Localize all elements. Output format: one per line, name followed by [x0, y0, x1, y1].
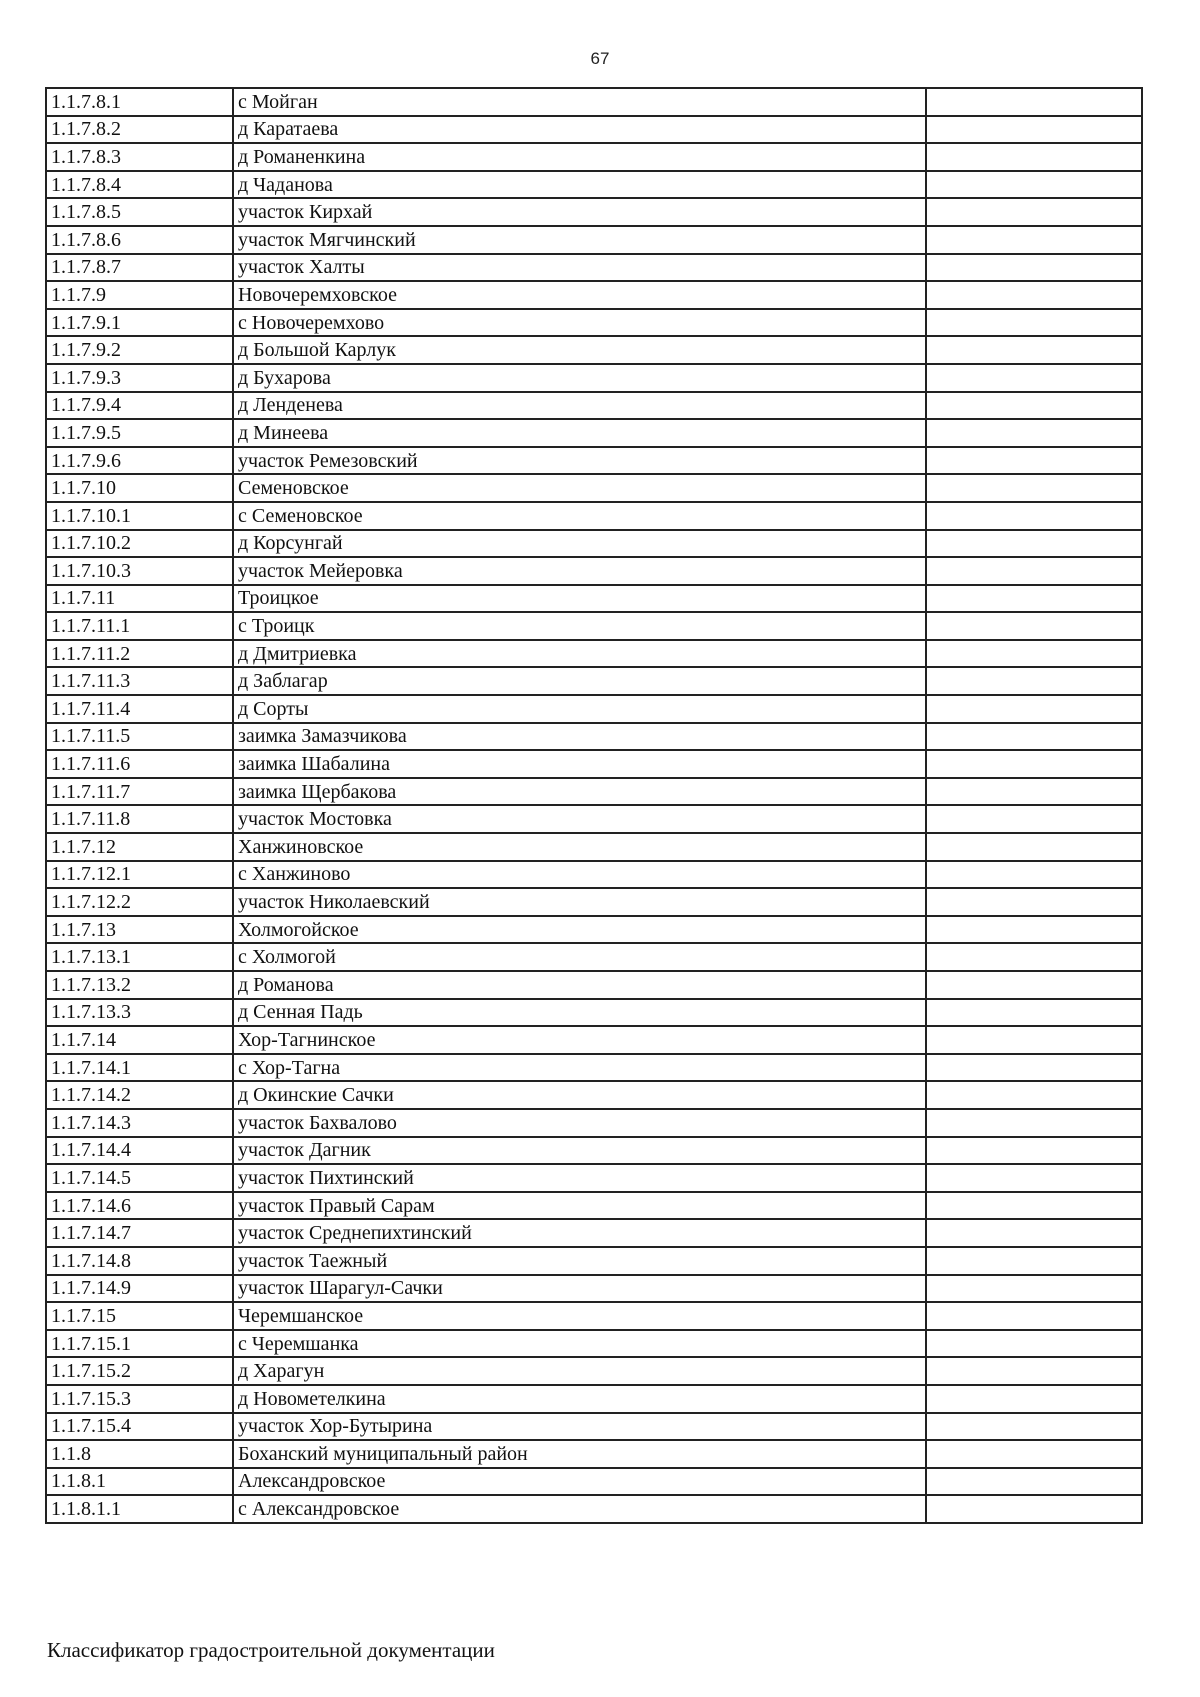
code-cell: 1.1.7.14.8	[46, 1247, 233, 1275]
code-cell: 1.1.7.14	[46, 1026, 233, 1054]
table-row	[46, 1275, 1142, 1303]
code-cell: 1.1.7.15	[46, 1302, 233, 1330]
extra-cell	[926, 502, 1142, 530]
code-cell: 1.1.7.10.3	[46, 557, 233, 585]
code-cell: 1.1.7.13.3	[46, 999, 233, 1027]
table-row	[46, 585, 1142, 613]
extra-cell	[926, 1468, 1142, 1496]
extra-cell	[926, 833, 1142, 861]
code-cell: 1.1.7.10.2	[46, 530, 233, 558]
table-row	[46, 833, 1142, 861]
table-row	[46, 778, 1142, 806]
table-row	[46, 557, 1142, 585]
code-cell: 1.1.7.8.5	[46, 198, 233, 226]
table-row	[46, 916, 1142, 944]
extra-cell	[926, 392, 1142, 420]
extra-cell	[926, 474, 1142, 502]
table-row	[46, 419, 1142, 447]
name-cell: участок Шарагул-Сачки	[233, 1275, 926, 1303]
code-cell: 1.1.7.8.1	[46, 88, 233, 116]
table-row	[46, 1247, 1142, 1275]
extra-cell	[926, 364, 1142, 392]
page-footer: Классификатор градостроительной документации	[47, 1638, 495, 1662]
name-cell: д Сенная Падь	[233, 999, 926, 1027]
extra-cell	[926, 1026, 1142, 1054]
extra-cell	[926, 1137, 1142, 1165]
code-cell: 1.1.7.8.3	[46, 143, 233, 171]
extra-cell	[926, 1275, 1142, 1303]
code-cell: 1.1.7.15.2	[46, 1357, 233, 1385]
table-row	[46, 861, 1142, 889]
extra-cell	[926, 750, 1142, 778]
table-row	[46, 281, 1142, 309]
name-cell: д Каратаева	[233, 116, 926, 144]
table-row	[46, 640, 1142, 668]
table-row	[46, 971, 1142, 999]
table-row	[46, 1385, 1142, 1413]
name-cell: д Харагун	[233, 1357, 926, 1385]
extra-cell	[926, 1357, 1142, 1385]
code-cell: 1.1.7.11.3	[46, 667, 233, 695]
classifier-table	[45, 87, 1143, 1524]
code-cell: 1.1.7.9.1	[46, 309, 233, 337]
name-cell: д Романенкина	[233, 143, 926, 171]
name-cell: д Большой Карлук	[233, 336, 926, 364]
name-cell: с Мойган	[233, 88, 926, 116]
table-row	[46, 364, 1142, 392]
extra-cell	[926, 943, 1142, 971]
extra-cell	[926, 1330, 1142, 1358]
name-cell: заимка Шабалина	[233, 750, 926, 778]
extra-cell	[926, 1081, 1142, 1109]
code-cell: 1.1.7.8.7	[46, 254, 233, 282]
name-cell: участок Кирхай	[233, 198, 926, 226]
code-cell: 1.1.8	[46, 1440, 233, 1468]
extra-cell	[926, 419, 1142, 447]
code-cell: 1.1.7.14.4	[46, 1137, 233, 1165]
name-cell: д Новометелкина	[233, 1385, 926, 1413]
name-cell: с Александровское	[233, 1495, 926, 1523]
extra-cell	[926, 171, 1142, 199]
code-cell: 1.1.7.11.1	[46, 612, 233, 640]
name-cell: заимка Щербакова	[233, 778, 926, 806]
name-cell: участок Халты	[233, 254, 926, 282]
name-cell: д Бухарова	[233, 364, 926, 392]
name-cell: участок Мягчинский	[233, 226, 926, 254]
table-row	[46, 171, 1142, 199]
code-cell: 1.1.7.14.5	[46, 1164, 233, 1192]
table-row	[46, 1054, 1142, 1082]
code-cell: 1.1.7.9.6	[46, 447, 233, 475]
extra-cell	[926, 667, 1142, 695]
extra-cell	[926, 254, 1142, 282]
name-cell: Новочеремховское	[233, 281, 926, 309]
name-cell: участок Таежный	[233, 1247, 926, 1275]
table-row	[46, 254, 1142, 282]
extra-cell	[926, 1109, 1142, 1137]
extra-cell	[926, 861, 1142, 889]
name-cell: д Сорты	[233, 695, 926, 723]
code-cell: 1.1.7.14.2	[46, 1081, 233, 1109]
extra-cell	[926, 530, 1142, 558]
name-cell: с Новочеремхово	[233, 309, 926, 337]
code-cell: 1.1.7.15.1	[46, 1330, 233, 1358]
table-row	[46, 198, 1142, 226]
code-cell: 1.1.7.12.1	[46, 861, 233, 889]
name-cell: д Минеева	[233, 419, 926, 447]
name-cell: д Заблагар	[233, 667, 926, 695]
code-cell: 1.1.7.11.2	[46, 640, 233, 668]
name-cell: Ханжиновское	[233, 833, 926, 861]
code-cell: 1.1.8.1	[46, 1468, 233, 1496]
code-cell: 1.1.7.11.6	[46, 750, 233, 778]
table-row	[46, 1164, 1142, 1192]
extra-cell	[926, 557, 1142, 585]
code-cell: 1.1.7.8.4	[46, 171, 233, 199]
table-row	[46, 1468, 1142, 1496]
code-cell: 1.1.7.11.4	[46, 695, 233, 723]
extra-cell	[926, 612, 1142, 640]
table-row	[46, 1357, 1142, 1385]
extra-cell	[926, 1413, 1142, 1441]
code-cell: 1.1.7.13.1	[46, 943, 233, 971]
table-row	[46, 309, 1142, 337]
table-row	[46, 1330, 1142, 1358]
name-cell: с Троицк	[233, 612, 926, 640]
table-row	[46, 474, 1142, 502]
extra-cell	[926, 723, 1142, 751]
table-row	[46, 447, 1142, 475]
table-row	[46, 392, 1142, 420]
name-cell: д Корсунгай	[233, 530, 926, 558]
name-cell: Александровское	[233, 1468, 926, 1496]
extra-cell	[926, 805, 1142, 833]
table-row	[46, 530, 1142, 558]
extra-cell	[926, 447, 1142, 475]
code-cell: 1.1.7.12.2	[46, 888, 233, 916]
extra-cell	[926, 1385, 1142, 1413]
name-cell: с Ханжиново	[233, 861, 926, 889]
table-row	[46, 695, 1142, 723]
extra-cell	[926, 1054, 1142, 1082]
table-row	[46, 999, 1142, 1027]
table-row	[46, 1440, 1142, 1468]
name-cell: участок Мостовка	[233, 805, 926, 833]
code-cell: 1.1.7.9.3	[46, 364, 233, 392]
extra-cell	[926, 1495, 1142, 1523]
code-cell: 1.1.7.9	[46, 281, 233, 309]
table-row	[46, 667, 1142, 695]
table-row	[46, 116, 1142, 144]
code-cell: 1.1.7.13.2	[46, 971, 233, 999]
extra-cell	[926, 198, 1142, 226]
code-cell: 1.1.7.8.2	[46, 116, 233, 144]
table-row	[46, 336, 1142, 364]
name-cell: Семеновское	[233, 474, 926, 502]
code-cell: 1.1.7.15.4	[46, 1413, 233, 1441]
name-cell: Троицкое	[233, 585, 926, 613]
extra-cell	[926, 916, 1142, 944]
name-cell: Холмогойское	[233, 916, 926, 944]
code-cell: 1.1.7.13	[46, 916, 233, 944]
name-cell: д Ленденева	[233, 392, 926, 420]
code-cell: 1.1.7.14.6	[46, 1192, 233, 1220]
table-row	[46, 1495, 1142, 1523]
table-row	[46, 943, 1142, 971]
name-cell: участок Мейеровка	[233, 557, 926, 585]
extra-cell	[926, 116, 1142, 144]
extra-cell	[926, 309, 1142, 337]
name-cell: с Семеновское	[233, 502, 926, 530]
extra-cell	[926, 1302, 1142, 1330]
name-cell: Хор-Тагнинское	[233, 1026, 926, 1054]
extra-cell	[926, 585, 1142, 613]
name-cell: Боханский муниципальный район	[233, 1440, 926, 1468]
extra-cell	[926, 1219, 1142, 1247]
extra-cell	[926, 281, 1142, 309]
table-row	[46, 1081, 1142, 1109]
table-row	[46, 502, 1142, 530]
name-cell: с Холмогой	[233, 943, 926, 971]
code-cell: 1.1.7.11.8	[46, 805, 233, 833]
code-cell: 1.1.7.10.1	[46, 502, 233, 530]
table-row	[46, 1026, 1142, 1054]
code-cell: 1.1.7.11.5	[46, 723, 233, 751]
table-row	[46, 888, 1142, 916]
table-row	[46, 723, 1142, 751]
code-cell: 1.1.7.15.3	[46, 1385, 233, 1413]
table-row	[46, 805, 1142, 833]
extra-cell	[926, 336, 1142, 364]
extra-cell	[926, 1247, 1142, 1275]
extra-cell	[926, 640, 1142, 668]
code-cell: 1.1.7.11	[46, 585, 233, 613]
name-cell: заимка Замазчикова	[233, 723, 926, 751]
table-row	[46, 750, 1142, 778]
code-cell: 1.1.7.10	[46, 474, 233, 502]
code-cell: 1.1.7.14.1	[46, 1054, 233, 1082]
name-cell: д Дмитриевка	[233, 640, 926, 668]
name-cell: участок Бахвалово	[233, 1109, 926, 1137]
table-row	[46, 1413, 1142, 1441]
table-row	[46, 1192, 1142, 1220]
extra-cell	[926, 1164, 1142, 1192]
extra-cell	[926, 1440, 1142, 1468]
name-cell: участок Правый Сарам	[233, 1192, 926, 1220]
extra-cell	[926, 226, 1142, 254]
table-row	[46, 612, 1142, 640]
name-cell: участок Пихтинский	[233, 1164, 926, 1192]
extra-cell	[926, 695, 1142, 723]
code-cell: 1.1.7.9.2	[46, 336, 233, 364]
name-cell: участок Николаевский	[233, 888, 926, 916]
table-row	[46, 88, 1142, 116]
code-cell: 1.1.7.11.7	[46, 778, 233, 806]
extra-cell	[926, 143, 1142, 171]
table-row	[46, 1302, 1142, 1330]
table-row	[46, 226, 1142, 254]
code-cell: 1.1.8.1.1	[46, 1495, 233, 1523]
page-number: 67	[590, 49, 610, 68]
name-cell: д Романова	[233, 971, 926, 999]
extra-cell	[926, 778, 1142, 806]
extra-cell	[926, 1192, 1142, 1220]
name-cell: д Окинские Сачки	[233, 1081, 926, 1109]
name-cell: участок Ремезовский	[233, 447, 926, 475]
code-cell: 1.1.7.14.7	[46, 1219, 233, 1247]
code-cell: 1.1.7.14.9	[46, 1275, 233, 1303]
table-row	[46, 1219, 1142, 1247]
table-row	[46, 143, 1142, 171]
extra-cell	[926, 88, 1142, 116]
code-cell: 1.1.7.12	[46, 833, 233, 861]
name-cell: с Хор-Тагна	[233, 1054, 926, 1082]
table-row	[46, 1137, 1142, 1165]
extra-cell	[926, 971, 1142, 999]
name-cell: д Чаданова	[233, 171, 926, 199]
extra-cell	[926, 999, 1142, 1027]
name-cell: участок Среднепихтинский	[233, 1219, 926, 1247]
classifier-table-body	[46, 88, 1142, 1523]
extra-cell	[926, 888, 1142, 916]
code-cell: 1.1.7.14.3	[46, 1109, 233, 1137]
code-cell: 1.1.7.9.5	[46, 419, 233, 447]
name-cell: Черемшанское	[233, 1302, 926, 1330]
table-row	[46, 1109, 1142, 1137]
name-cell: участок Хор-Бутырина	[233, 1413, 926, 1441]
name-cell: участок Дагник	[233, 1137, 926, 1165]
code-cell: 1.1.7.8.6	[46, 226, 233, 254]
name-cell: с Черемшанка	[233, 1330, 926, 1358]
code-cell: 1.1.7.9.4	[46, 392, 233, 420]
